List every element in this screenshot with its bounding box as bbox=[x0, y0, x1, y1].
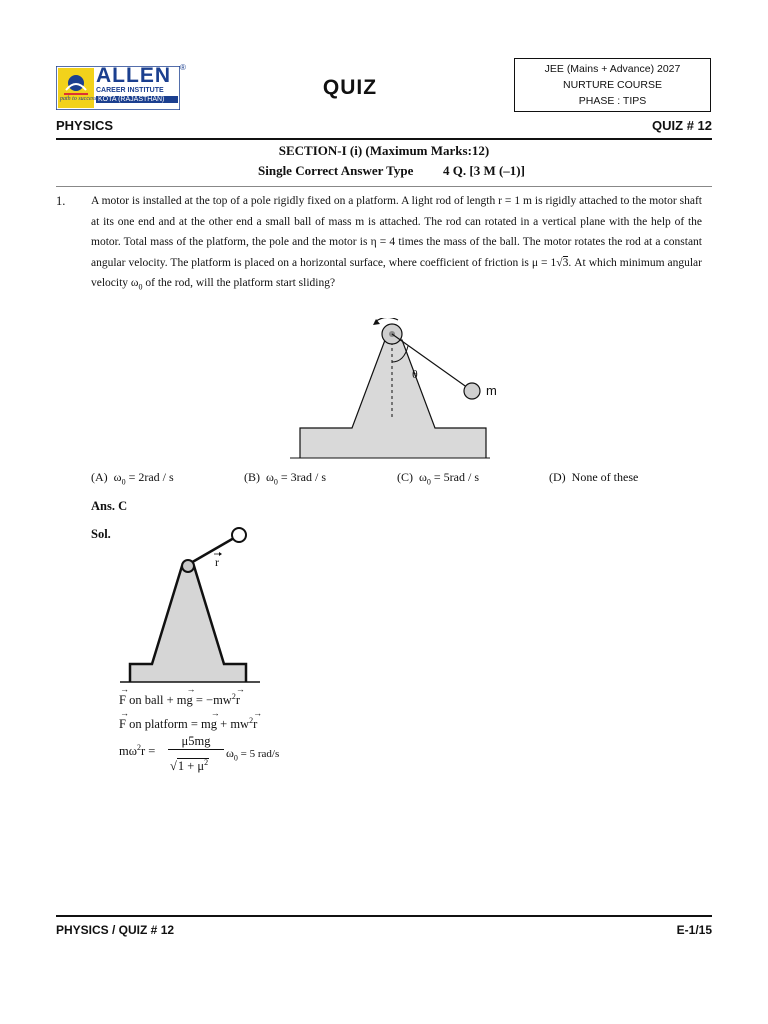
question-figure bbox=[290, 318, 490, 460]
course-phase: PHASE : TIPS bbox=[578, 95, 647, 107]
eq3-lhs-end: r = bbox=[140, 744, 156, 759]
question-text-part2: . At which minimum angular velocity ω bbox=[91, 256, 702, 289]
eq3-result-symbol: ω bbox=[226, 746, 234, 760]
equation-omega bbox=[119, 743, 155, 759]
eq3-numerator: μ5mg bbox=[168, 734, 224, 750]
eq3-den-text: 1 + μ bbox=[177, 759, 205, 774]
option-a-symbol: ω bbox=[113, 470, 122, 484]
logo-subtitle: CAREER INSTITUTE bbox=[96, 87, 164, 94]
section-divider bbox=[56, 186, 712, 187]
registered-mark: ® bbox=[180, 63, 186, 72]
option-b-label: (B) bbox=[244, 470, 260, 484]
eq3-result-value: = 5 rad/s bbox=[237, 748, 280, 760]
option-c[interactable] bbox=[397, 470, 479, 486]
logo-brand: ALLEN bbox=[96, 64, 171, 87]
option-a-sub: 0 bbox=[121, 477, 126, 487]
eq3-sup: 2 bbox=[136, 743, 141, 752]
option-b[interactable] bbox=[244, 470, 326, 486]
option-a-value: = 2rad / s bbox=[125, 470, 174, 484]
option-c-symbol: ω bbox=[419, 470, 427, 484]
sqrt-radicand: 3 bbox=[562, 256, 569, 269]
page-number: E-1/15 bbox=[676, 923, 712, 937]
vector-arrow: → bbox=[120, 684, 129, 695]
footer-subject: PHYSICS / QUIZ # 12 bbox=[56, 923, 175, 937]
eq1-f: F bbox=[119, 693, 126, 708]
subject-label: PHYSICS bbox=[56, 118, 114, 133]
eq1-g-text: g bbox=[186, 693, 193, 708]
eq2-force bbox=[119, 708, 129, 732]
omega-subscript: 0 bbox=[138, 282, 143, 292]
eq3-den-sup: 2 bbox=[204, 758, 209, 767]
quiz-number: QUIZ # 12 bbox=[652, 118, 712, 133]
section-title: SECTION-I (i) (Maximum Marks:12) bbox=[278, 143, 490, 158]
page-title: QUIZ bbox=[322, 76, 378, 99]
eq2-r bbox=[253, 708, 263, 732]
vector-arrow: → bbox=[186, 684, 196, 695]
course-info-box bbox=[514, 58, 711, 112]
marking-scheme: 4 Q. [3 M (–1)] bbox=[443, 163, 525, 178]
eq3-denominator: $√1 + \mu^2$ bbox=[170, 758, 209, 774]
vector-arrow: → bbox=[235, 684, 245, 695]
eq3-lhs: mω bbox=[119, 744, 137, 759]
eq1-r-text: r bbox=[235, 693, 241, 708]
logo-tagline: path to success bbox=[60, 96, 97, 102]
solution-r-label: r bbox=[215, 555, 219, 569]
sqrt-term: √3 bbox=[556, 256, 569, 269]
eq3-result-sub: 0 bbox=[233, 753, 238, 763]
footer-divider bbox=[56, 915, 712, 917]
course-name: NURTURE COURSE bbox=[563, 79, 662, 91]
solution-figure bbox=[120, 524, 260, 684]
answer-type: Single Correct Answer Type bbox=[258, 163, 414, 178]
course-exam: JEE (Mains + Advance) 2027 bbox=[544, 63, 681, 75]
eq2-text: on platform = m bbox=[125, 717, 211, 732]
equation-platform bbox=[119, 708, 263, 732]
mass-m-label: m bbox=[486, 383, 497, 398]
eq1-r bbox=[235, 684, 245, 708]
angle-theta-label: θ bbox=[412, 367, 418, 381]
eq1-text: on ball + m bbox=[125, 693, 187, 708]
vector-arrow: → bbox=[120, 708, 129, 719]
option-c-value: = 5rad / s bbox=[430, 470, 479, 484]
solution-label: Sol. bbox=[91, 527, 111, 541]
eq2-f: F bbox=[119, 717, 126, 732]
option-d[interactable] bbox=[549, 470, 638, 485]
option-c-label: (C) bbox=[397, 470, 413, 484]
eq2-rhs: + mw bbox=[217, 717, 250, 732]
eq2-sup: 2 bbox=[249, 716, 254, 725]
option-b-value: = 3rad / s bbox=[277, 470, 326, 484]
eq1-rhs: = −mw bbox=[192, 693, 232, 708]
eq2-r-text: r bbox=[253, 717, 258, 732]
eq1-force bbox=[119, 684, 129, 708]
equation-ball bbox=[119, 684, 245, 708]
option-a-label: (A) bbox=[91, 470, 108, 484]
vector-arrow: → bbox=[253, 708, 263, 719]
logo-location: KOTA (RAJASTHAN) bbox=[96, 96, 178, 103]
option-d-value: None of these bbox=[571, 470, 639, 484]
eq3-result bbox=[226, 746, 279, 762]
option-b-sub: 0 bbox=[273, 477, 278, 487]
question-number: 1. bbox=[56, 194, 66, 208]
eq2-g-text: g bbox=[210, 717, 218, 732]
option-a[interactable] bbox=[91, 470, 174, 486]
question-text-part1: A motor is installed at the top of a pole rigidly fixed on a platform. A light rod of length r = 1 m is rigidly attached to the motor shaft at its one end and at the other end a small ball of mass m is attached. The rod can rotated in a vertical plane with the help of the motor. Total mass of the platform, the pole and the motor is η = 4 times the mass of the ball. The motor rotates the rod at a constant angular velocity. The platform is placed on a horizontal surface, where coefficient of friction is μ = 1 bbox=[91, 195, 702, 269]
option-d-label: (D) bbox=[549, 470, 566, 484]
question-text-part3: of the rod, will the platform start sliding? bbox=[142, 277, 336, 289]
vector-arrow: → bbox=[210, 708, 220, 719]
header-divider bbox=[56, 138, 712, 140]
option-b-symbol: ω bbox=[266, 470, 274, 484]
eq2-g bbox=[210, 708, 220, 732]
eq1-sup: 2 bbox=[231, 692, 236, 701]
eq1-g bbox=[186, 684, 196, 708]
question-text bbox=[91, 191, 702, 298]
option-c-sub: 0 bbox=[426, 477, 431, 487]
answer-key: Ans. C bbox=[91, 499, 128, 513]
